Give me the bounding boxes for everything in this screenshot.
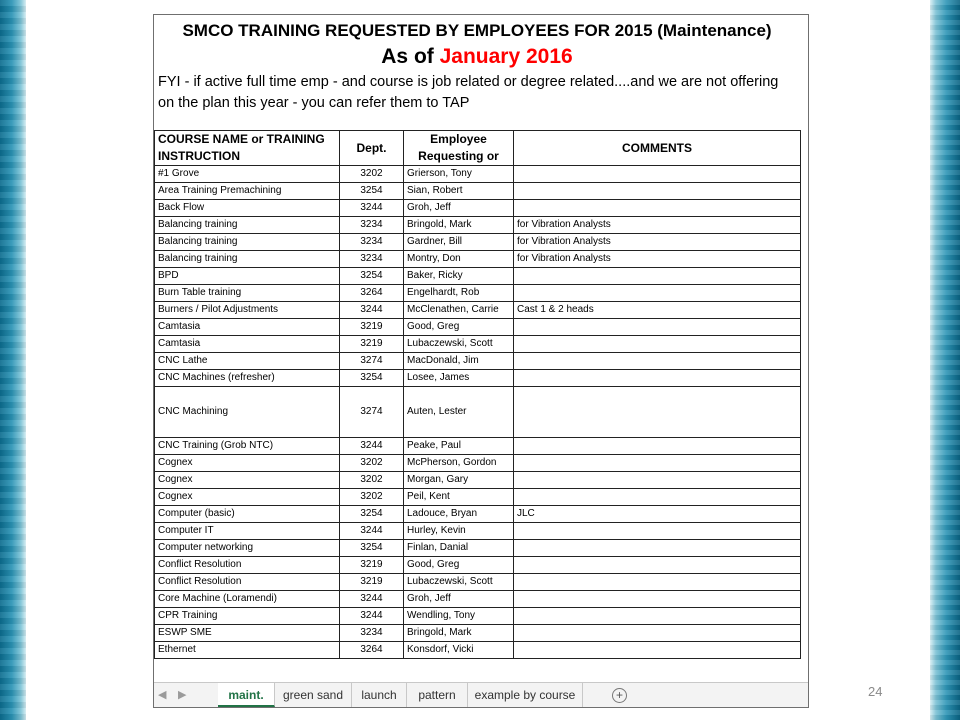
cell-employee[interactable]: Peil, Kent	[404, 489, 514, 506]
table-row	[155, 234, 801, 251]
plus-circle-icon[interactable]: +	[612, 688, 627, 703]
cell-employee[interactable]: Konsdorf, Vicki	[404, 642, 514, 659]
slide-left-decoration	[0, 0, 26, 720]
table-row	[155, 540, 801, 557]
cell-course[interactable]: Balancing training	[155, 217, 340, 234]
column-header-course[interactable]: COURSE NAME or TRAINING INSTRUCTION	[155, 131, 340, 166]
cell-comment[interactable]	[514, 489, 801, 506]
cell-dept[interactable]: 3219	[340, 319, 404, 336]
cell-employee[interactable]: McPherson, Gordon	[404, 455, 514, 472]
cell-course[interactable]: CNC Training (Grob NTC)	[155, 438, 340, 455]
cell-course[interactable]: Computer IT	[155, 523, 340, 540]
column-header-comments[interactable]: COMMENTS	[514, 131, 801, 166]
cell-employee[interactable]: Montry, Don	[404, 251, 514, 268]
cell-comment[interactable]	[514, 336, 801, 353]
cell-course[interactable]: Conflict Resolution	[155, 574, 340, 591]
table-row	[155, 285, 801, 302]
cell-comment[interactable]	[514, 166, 801, 183]
cell-employee[interactable]: Baker, Ricky	[404, 268, 514, 285]
cell-comment[interactable]	[514, 472, 801, 489]
cell-dept[interactable]: 3202	[340, 489, 404, 506]
cell-course[interactable]: CNC Machines (refresher)	[155, 370, 340, 387]
table-row	[155, 370, 801, 387]
cell-course[interactable]: Area Training Premachining	[155, 183, 340, 200]
cell-dept[interactable]: 3254	[340, 268, 404, 285]
cell-comment[interactable]	[514, 285, 801, 302]
table-row	[155, 642, 801, 659]
cell-employee[interactable]: Peake, Paul	[404, 438, 514, 455]
cell-comment[interactable]: JLC	[514, 506, 801, 523]
cell-comment[interactable]	[514, 608, 801, 625]
cell-employee[interactable]: McClenathen, Carrie	[404, 302, 514, 319]
cell-comment[interactable]	[514, 455, 801, 472]
table-row	[155, 302, 801, 319]
cell-employee[interactable]: Finlan, Danial	[404, 540, 514, 557]
cell-comment[interactable]	[514, 557, 801, 574]
cell-dept[interactable]: 3244	[340, 302, 404, 319]
cell-comment[interactable]	[514, 387, 801, 438]
table-row	[155, 455, 801, 472]
sheet-title: SMCO TRAINING REQUESTED BY EMPLOYEES FOR 2015 (Maintenance)	[182, 21, 772, 40]
cell-employee[interactable]: Good, Greg	[404, 557, 514, 574]
cell-course[interactable]: CNC Machining	[155, 387, 340, 438]
cell-comment[interactable]	[514, 268, 801, 285]
cell-employee[interactable]: Engelhardt, Rob	[404, 285, 514, 302]
slide-page-number: 24	[868, 684, 883, 699]
cell-comment[interactable]: for Vibration Analysts	[514, 234, 801, 251]
table-row	[155, 438, 801, 455]
cell-employee[interactable]: Lubaczewski, Scott	[404, 574, 514, 591]
sheet-tab-bar	[154, 682, 808, 708]
cell-comment[interactable]	[514, 625, 801, 642]
cell-dept[interactable]: 3244	[340, 200, 404, 217]
cell-course[interactable]: Computer (basic)	[155, 506, 340, 523]
table-row	[155, 251, 801, 268]
cell-comment[interactable]	[514, 183, 801, 200]
cell-course[interactable]: Balancing training	[155, 234, 340, 251]
cell-comment[interactable]	[514, 438, 801, 455]
cell-employee[interactable]: Groh, Jeff	[404, 591, 514, 608]
cell-course[interactable]: Computer networking	[155, 540, 340, 557]
cell-comment[interactable]	[514, 353, 801, 370]
table-row	[155, 557, 801, 574]
cell-dept[interactable]: 3244	[340, 523, 404, 540]
cell-course[interactable]: Balancing training	[155, 251, 340, 268]
cell-employee[interactable]: Losee, James	[404, 370, 514, 387]
table-row	[155, 506, 801, 523]
cell-course[interactable]: Ethernet	[155, 642, 340, 659]
cell-comment[interactable]	[514, 200, 801, 217]
as-of-line	[154, 45, 800, 69]
cell-employee[interactable]: Bringold, Mark	[404, 217, 514, 234]
sheet-tab-green-sand[interactable]: green sand	[275, 683, 352, 707]
cell-dept[interactable]: 3234	[340, 217, 404, 234]
table-row	[155, 166, 801, 183]
cell-course[interactable]: Back Flow	[155, 200, 340, 217]
cell-course[interactable]: Conflict Resolution	[155, 557, 340, 574]
table-row	[155, 608, 801, 625]
cell-comment[interactable]: for Vibration Analysts	[514, 251, 801, 268]
cell-comment[interactable]: for Vibration Analysts	[514, 217, 801, 234]
cell-course[interactable]: ESWP SME	[155, 625, 340, 642]
cell-employee[interactable]: Wendling, Tony	[404, 608, 514, 625]
table-row	[155, 319, 801, 336]
cell-employee[interactable]: Hurley, Kevin	[404, 523, 514, 540]
cell-dept[interactable]: 3219	[340, 336, 404, 353]
cell-comment[interactable]	[514, 523, 801, 540]
cell-employee[interactable]: Groh, Jeff	[404, 200, 514, 217]
cell-course[interactable]: #1 Grove	[155, 166, 340, 183]
table-row	[155, 591, 801, 608]
cell-course[interactable]: Burn Table training	[155, 285, 340, 302]
cell-dept[interactable]: 3254	[340, 540, 404, 557]
cell-course[interactable]: Camtasia	[155, 319, 340, 336]
cell-dept[interactable]: 3202	[340, 455, 404, 472]
cell-dept[interactable]: 3254	[340, 183, 404, 200]
cell-dept[interactable]: 3244	[340, 438, 404, 455]
cell-employee[interactable]: Morgan, Gary	[404, 472, 514, 489]
cell-comment[interactable]	[514, 370, 801, 387]
cell-employee[interactable]: Bringold, Mark	[404, 625, 514, 642]
table-row	[155, 200, 801, 217]
cell-dept[interactable]: 3274	[340, 353, 404, 370]
chevron-left-icon[interactable]: ◀	[158, 689, 167, 701]
as-of-prefix: As of	[381, 45, 440, 68]
cell-comment[interactable]	[514, 642, 801, 659]
cell-dept[interactable]: 3244	[340, 608, 404, 625]
table-row	[155, 336, 801, 353]
sheet-tab-pattern[interactable]: pattern	[407, 683, 468, 707]
sheet-tab-launch[interactable]: launch	[352, 683, 407, 707]
cell-dept[interactable]: 3254	[340, 506, 404, 523]
spreadsheet-screenshot	[153, 14, 809, 708]
cell-comment[interactable]: Cast 1 & 2 heads	[514, 302, 801, 319]
table-row	[155, 472, 801, 489]
cell-dept[interactable]: 3202	[340, 166, 404, 183]
cell-course[interactable]: CNC Lathe	[155, 353, 340, 370]
cell-course[interactable]: BPD	[155, 268, 340, 285]
sheet-tab-maint[interactable]: maint.	[218, 683, 275, 707]
cell-course[interactable]: Cognex	[155, 489, 340, 506]
cell-employee[interactable]: Sian, Robert	[404, 183, 514, 200]
table-row	[155, 387, 801, 438]
cell-comment[interactable]	[514, 540, 801, 557]
column-header-employee[interactable]: Employee Requesting or	[404, 131, 514, 166]
cell-dept[interactable]: 3234	[340, 234, 404, 251]
cell-dept[interactable]: 3274	[340, 387, 404, 438]
chevron-right-icon[interactable]: ▶	[178, 689, 187, 701]
cell-dept[interactable]: 3219	[340, 574, 404, 591]
cell-course[interactable]: Cognex	[155, 455, 340, 472]
as-of-date: January 2016	[439, 45, 573, 68]
cell-dept[interactable]: 3244	[340, 591, 404, 608]
cell-employee[interactable]: MacDonald, Jim	[404, 353, 514, 370]
table-row	[155, 489, 801, 506]
table-row	[155, 183, 801, 200]
cell-employee[interactable]: Lubaczewski, Scott	[404, 336, 514, 353]
cell-dept[interactable]: 3219	[340, 557, 404, 574]
cell-dept[interactable]: 3234	[340, 625, 404, 642]
cell-employee[interactable]: Gardner, Bill	[404, 234, 514, 251]
cell-course[interactable]: Camtasia	[155, 336, 340, 353]
table-header-row	[155, 131, 801, 166]
cell-dept[interactable]: 3234	[340, 251, 404, 268]
cell-employee[interactable]: Ladouce, Bryan	[404, 506, 514, 523]
cell-course[interactable]: Burners / Pilot Adjustments	[155, 302, 340, 319]
sheet-tab-example-by-course[interactable]: example by course	[468, 683, 583, 707]
fyi-note: FYI - if active full time emp - and course is job related or degree related....and we are not offering on the plan this year - you can refer them to TAP	[158, 74, 779, 111]
table-row	[155, 625, 801, 642]
cell-comment[interactable]	[514, 591, 801, 608]
cell-employee[interactable]: Auten, Lester	[404, 387, 514, 438]
column-header-dept[interactable]: Dept.	[340, 131, 404, 166]
table-row	[155, 523, 801, 540]
table-row	[155, 268, 801, 285]
cell-course[interactable]: Cognex	[155, 472, 340, 489]
cell-course[interactable]: Core Machine (Loramendi)	[155, 591, 340, 608]
table-row	[155, 574, 801, 591]
cell-dept[interactable]: 3202	[340, 472, 404, 489]
training-table	[154, 130, 801, 659]
cell-dept[interactable]: 3264	[340, 285, 404, 302]
cell-comment[interactable]	[514, 319, 801, 336]
table-row	[155, 353, 801, 370]
cell-dept[interactable]: 3264	[340, 642, 404, 659]
cell-comment[interactable]	[514, 574, 801, 591]
cell-dept[interactable]: 3254	[340, 370, 404, 387]
slide-right-decoration	[930, 0, 960, 720]
cell-employee[interactable]: Good, Greg	[404, 319, 514, 336]
table-row	[155, 217, 801, 234]
cell-course[interactable]: CPR Training	[155, 608, 340, 625]
cell-employee[interactable]: Grierson, Tony	[404, 166, 514, 183]
